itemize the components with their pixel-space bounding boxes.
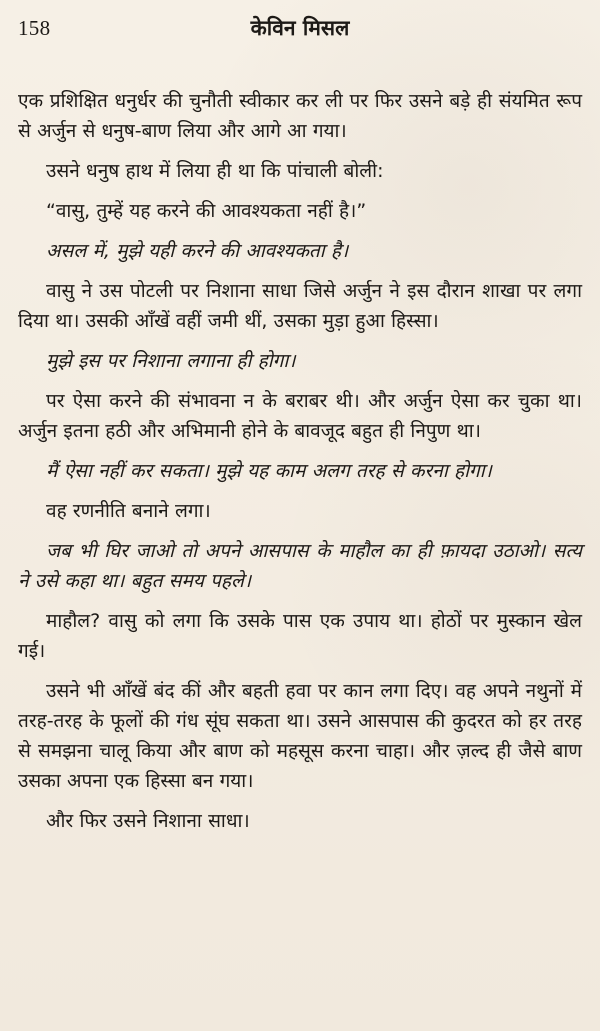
page-header [18, 14, 582, 48]
paragraph-4: पर ऐसा करने की संभावना न के बराबर थी। और अर्जुन ऐसा कर चुका था। अर्जुन इतना हठी और अभिमानी होने के बावजूद बहुत ही निपुण था। [18, 390, 582, 442]
paragraph-1: एक प्रशिक्षित धनुर्धर की चुनौती स्वीकार कर ली पर फिर उसने बड़े ही संयमित रूप से अर्जुन से धनुष-बाण लिया और आगे आ गया। [18, 90, 582, 142]
italic-thought-2: मुझे इस पर निशाना लगाना ही होगा। [46, 350, 296, 372]
page-number: 158 [18, 16, 51, 40]
running-title: केविन मिसल [250, 16, 350, 40]
page-content [18, 86, 582, 836]
paragraph-8: और फिर उसने निशाना साधा। [46, 810, 250, 832]
italic-advice-paragraph: जब भी घिर जाओ तो अपने आसपास के माहौल का ही फ़ायदा उठाओ। सत्य ने उसे कहा था। बहुत समय पहले। [18, 540, 582, 592]
paragraph-7: उसने भी आँखें बंद कीं और बहती हवा पर कान लगा दिए। वह अपने नथुनों में तरह-तरह के फूलों की गंध सूंघ सकता था। उसने आसपास की कुदरत को हर तरह से समझना चालू किया और बाण को महसूस करना चाहा। और ज़ल्द ही जैसे बाण उसका अपना एक हिस्सा बन गया। [18, 680, 582, 792]
paragraph-2: उसने धनुष हाथ में लिया ही था कि पांचाली बोली: [46, 160, 384, 182]
paragraph-5: वह रणनीति बनाने लगा। [46, 500, 211, 522]
paragraph-6: माहौल? वासु को लगा कि उसके पास एक उपाय था। होठों पर मुस्कान खेल गई। [18, 610, 582, 662]
paragraph-3: वासु ने उस पोटली पर निशाना साधा जिसे अर्जुन ने इस दौरान शाखा पर लगा दिया था। उसकी आँखें वहीं जमी थीं, उसका मुड़ा हुआ हिस्सा। [18, 280, 582, 332]
italic-thought-3: मैं ऐसा नहीं कर सकता। मुझे यह काम अलग तरह से करना होगा। [46, 460, 492, 482]
italic-thought-1: असल में, मुझे यही करने की आवश्यकता है। [46, 240, 349, 262]
quote-paragraph: “वासु, तुम्हें यह करने की आवश्यकता नहीं है।” [46, 200, 367, 222]
